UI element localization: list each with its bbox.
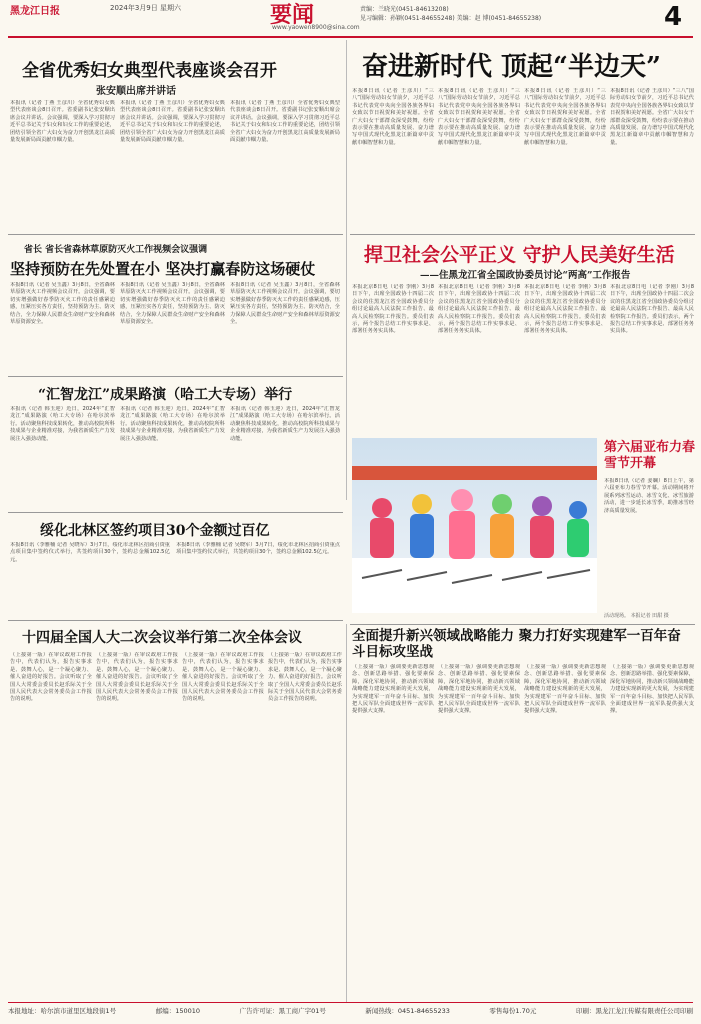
rule-a2 — [350, 234, 695, 235]
a2-body-col1: 本报8日讯（记者 王彦川）“三八”国际劳动妇女节前夕，习近平总书记代表党中央向全国各族各界妇女致以节日祝贺和美好祝愿。全省广大妇女干部群众深受鼓舞，纷纷表示要在推动高质量发展、奋力谱写中国式现代化黑龙江新篇章中贡献巾帼智慧和力量。 — [352, 88, 434, 146]
a6-body-col2: （上接第一版）在审议政府工作报告中，代表们认为，报告实事求是、鼓舞人心，是一个凝心聚力、催人奋进的好报告。会议听取了全国人大常委会委员长赵乐际关于全国人民代表大会常务委员会工作报告的说明。 — [96, 652, 178, 703]
a5-body-col1: 本报8日讯（李雅楠 记者 吴晓军）3月7日，绥化市北林区招商引资重点项目集中签约仪式举行，共签约项目30个，签约总金额102.5亿元。 — [10, 542, 170, 563]
a4-title: “汇智龙江”成果路演（哈工大专场）举行 — [38, 387, 293, 403]
masthead-logo: 黑龙江日报 — [10, 6, 60, 17]
a2-title: 奋进新时代 顶起“半边天” — [362, 52, 661, 82]
a6-body-col4: （上接第一版）在审议政府工作报告中，代表们认为，报告实事求是、鼓舞人心，是一个凝心聚力、催人奋进的好报告。会议听取了全国人大常委会委员长赵乐际关于全国人民代表大会常务委员会工作报告的说明。 — [268, 652, 342, 703]
a5-title: 绥化北林区签约项目30个金额过百亿 — [40, 523, 270, 539]
editor-line-2: 见习编辑：孙颖(0451-84655248) 美编：赵 博(0451-84655238) — [360, 15, 542, 22]
rule-a4 — [8, 512, 343, 513]
a1-body-col2: 本报讯（记者 丁燕 王彦川）全省优秀妇女典型代表座谈会8日召开。省委副书记张安顺出席会议并讲话。会议强调，要深入学习贯彻习近平总书记关于妇女和妇女工作的重要论述，团结引领全省广大妇女为奋力开创黑龙江高质量发展新局面贡献巾帼力量。 — [120, 100, 225, 144]
footer-address: 本报地址：哈尔滨市道里区地段街1号 — [8, 1007, 117, 1015]
rule-col-bottom — [346, 624, 347, 1002]
a1-subtitle: 张安顺出席并讲话 — [96, 86, 176, 97]
a1-title: 全省优秀妇女典型代表座谈会召开 — [22, 61, 277, 81]
a9-title: 全面提升新兴领域战略能力 聚力打好实现建军一百年奋斗目标攻坚战 — [352, 628, 681, 660]
issue-date: 2024年3月9日 星期六 — [110, 4, 181, 12]
page-number: 4 — [664, 2, 683, 32]
a7-body-col4: 本报北京8日电（记者 李刚）3月8日下午，出席全国政协十四届二次会议的住黑龙江省全国政协委员分组讨论最高人民法院工作报告、最高人民检察院工作报告。委员们表示，两个报告总结工作实事求是、部署任务务实具体。 — [610, 284, 694, 335]
a7-title: 捍卫社会公平正义 守护人民美好生活 — [364, 244, 675, 266]
a5-body-col2: 本报8日讯（李雅楠 记者 吴晓军）3月7日，绥化市北林区招商引资重点项目集中签约仪式举行，共签约项目30个，签约总金额102.5亿元。 — [176, 542, 340, 556]
rule-a8 — [350, 624, 695, 625]
a7-body-col3: 本报北京8日电（记者 李刚）3月8日下午，出席全国政协十四届二次会议的住黑龙江省全国政协委员分组讨论最高人民法院工作报告、最高人民检察院工作报告。委员们表示，两个报告总结工作实事求是、部署任务务实具体。 — [524, 284, 606, 335]
a3-kicker: 省长 省长省森林草原防灭火工作视频会议强调 — [24, 245, 208, 255]
a9-body-col1: （上接第一版）强调要更新思想观念、创新思路举措、强化要素保障，深化军地协同，推动新兴领域战略能力建设实现新的更大发展，为实现建军一百年奋斗目标、加快把人民军队全面建成世界一流军队提供强大支撑。 — [352, 664, 434, 715]
footer-ad-license: 广告许可证：黑工商广字01号 — [239, 1007, 326, 1015]
rule-a1 — [8, 234, 343, 235]
a6-body-col3: （上接第一版）在审议政府工作报告中，代表们认为，报告实事求是、鼓舞人心，是一个凝心聚力、催人奋进的好报告。会议听取了全国人大常委会委员长赵乐际关于全国人民代表大会常务委员会工作报告的说明。 — [182, 652, 264, 703]
a6-title: 十四届全国人大二次会议举行第二次全体会议 — [22, 630, 302, 646]
footer-printer: 印刷：黑龙江龙江传媒有限责任公司印刷 — [575, 1007, 693, 1015]
footer-hotline: 新闻热线：0451-84655233 — [365, 1007, 450, 1015]
a4-body-col1: 本报讯（记者 韩玉迎）近日，2024年“汇智龙江”成果路演（哈工大专场）在哈尔滨举行。活动聚焦科技成果转化，推动高校院所科技成果与企业精准对接，为我省新质生产力发展注入强劲动能。 — [10, 406, 115, 442]
a2-body-col4: 本报8日讯（记者 王彦川）“三八”国际劳动妇女节前夕，习近平总书记代表党中央向全国各族各界妇女致以节日祝贺和美好祝愿。全省广大妇女干部群众深受鼓舞，纷纷表示要在推动高质量发展、奋力谱写中国式现代化黑龙江新篇章中贡献巾帼智慧和力量。 — [610, 88, 694, 146]
a9-body-col2: （上接第一版）强调要更新思想观念、创新思路举措、强化要素保障，深化军地协同，推动新兴领域战略能力建设实现新的更大发展，为实现建军一百年奋斗目标、加快把人民军队全面建成世界一流军队提供强大支撑。 — [438, 664, 520, 715]
a8-title: 第六届亚布力春雪节开幕 — [604, 440, 696, 471]
section-title: 要闻 — [270, 2, 315, 28]
a4-body-col2: 本报讯（记者 韩玉迎）近日，2024年“汇智龙江”成果路演（哈工大专场）在哈尔滨举行。活动聚焦科技成果转化，推动高校院所科技成果与企业精准对接，为我省新质生产力发展注入强劲动能。 — [120, 406, 225, 442]
section-email: www.yaowen8900@sina.com — [272, 24, 360, 31]
a1-body-col1: 本报讯（记者 丁燕 王彦川）全省优秀妇女典型代表座谈会8日召开。省委副书记张安顺出席会议并讲话。会议强调，要深入学习贯彻习近平总书记关于妇女和妇女工作的重要论述，团结引领全省广大妇女为奋力开创黑龙江高质量发展新局面贡献巾帼力量。 — [10, 100, 115, 144]
rule-a3 — [8, 376, 343, 377]
a9-body-col4: （上接第一版）强调要更新思想观念、创新思路举措、强化要素保障，深化军地协同，推动新兴领域战略能力建设实现新的更大发展，为实现建军一百年奋斗目标、加快把人民军队全面建成世界一流军队提供强大支撑。 — [610, 664, 694, 715]
a8-caption: 活动现场。 本报记者 田甜 摄 — [604, 613, 669, 619]
snow-scene-image — [352, 438, 597, 613]
editor-credits — [360, 5, 541, 23]
a3-body-col1: 本报8日讯（记者 吴玉鑫）3月8日，全省森林草原防灭火工作视频会议召开。会议强调，要切实增强做好春季防灭火工作的责任感紧迫感，压紧压实各方责任，坚持预防为主、防灭结合，全力保障人民群众生命财产安全和森林草原资源安全。 — [10, 282, 115, 326]
a3-body-col3: 本报8日讯（记者 吴玉鑫）3月8日，全省森林草原防灭火工作视频会议召开。会议强调，要切实增强做好春季防灭火工作的责任感紧迫感，压紧压实各方责任，坚持预防为主、防灭结合，全力保障人民群众生命财产安全和森林草原资源安全。 — [230, 282, 340, 326]
header-rule — [8, 36, 693, 38]
footer-rule — [8, 1002, 693, 1003]
a8-body: 本报8日讯（记者 姜斓）8日上午，第六届亚布力春雪节开幕。活动期间将开展系列冰雪运动、冰雪文化、冰雪旅游活动，进一步延长冰雪季，助推冰雪经济高质量发展。 — [604, 478, 694, 514]
a4-body-col3: 本报讯（记者 韩玉迎）近日，2024年“汇智龙江”成果路演（哈工大专场）在哈尔滨举行。活动聚焦科技成果转化，推动高校院所科技成果与企业精准对接，为我省新质生产力发展注入强劲动能。 — [230, 406, 340, 442]
a3-body-col2: 本报8日讯（记者 吴玉鑫）3月8日，全省森林草原防灭火工作视频会议召开。会议强调，要切实增强做好春季防灭火工作的责任感紧迫感，压紧压实各方责任，坚持预防为主、防灭结合，全力保障人民群众生命财产安全和森林草原资源安全。 — [120, 282, 225, 326]
a3-headline: 坚持预防在先处置在小 坚决打赢春防这场硬仗 — [10, 260, 316, 278]
footer-post: 邮编：150010 — [155, 1007, 201, 1015]
a7-body-col2: 本报北京8日电（记者 李刚）3月8日下午，出席全国政协十四届二次会议的住黑龙江省全国政协委员分组讨论最高人民法院工作报告、最高人民检察院工作报告。委员们表示，两个报告总结工作实事求是、部署任务务实具体。 — [438, 284, 520, 335]
editor-line-1: 责编：兰晓光(0451-84613208) — [360, 6, 449, 13]
a7-subtitle: ——住黑龙江省全国政协委员讨论“两高”工作报告 — [420, 270, 631, 281]
rule-col-main — [346, 40, 347, 500]
ski-festival-photo — [352, 438, 597, 613]
a9-body-col3: （上接第一版）强调要更新思想观念、创新思路举措、强化要素保障，深化军地协同，推动新兴领域战略能力建设实现新的更大发展，为实现建军一百年奋斗目标、加快把人民军队全面建成世界一流军队提供强大支撑。 — [524, 664, 606, 715]
footer — [8, 1006, 693, 1015]
a1-body-col3: 本报讯（记者 丁燕 王彦川）全省优秀妇女典型代表座谈会8日召开。省委副书记张安顺出席会议并讲话。会议强调，要深入学习贯彻习近平总书记关于妇女和妇女工作的重要论述，团结引领全省广大妇女为奋力开创黑龙江高质量发展新局面贡献巾帼力量。 — [230, 100, 340, 144]
a7-body-col1: 本报北京8日电（记者 李刚）3月8日下午，出席全国政协十四届二次会议的住黑龙江省全国政协委员分组讨论最高人民法院工作报告、最高人民检察院工作报告。委员们表示，两个报告总结工作实事求是、部署任务务实具体。 — [352, 284, 434, 335]
footer-price: 零售每份1.70元 — [489, 1007, 537, 1015]
a2-body-col2: 本报8日讯（记者 王彦川）“三八”国际劳动妇女节前夕，习近平总书记代表党中央向全国各族各界妇女致以节日祝贺和美好祝愿。全省广大妇女干部群众深受鼓舞，纷纷表示要在推动高质量发展、奋力谱写中国式现代化黑龙江新篇章中贡献巾帼智慧和力量。 — [438, 88, 520, 146]
a2-body-col3: 本报8日讯（记者 王彦川）“三八”国际劳动妇女节前夕，习近平总书记代表党中央向全国各族各界妇女致以节日祝贺和美好祝愿。全省广大妇女干部群众深受鼓舞，纷纷表示要在推动高质量发展、奋力谱写中国式现代化黑龙江新篇章中贡献巾帼智慧和力量。 — [524, 88, 606, 146]
a6-body-col1: （上接第一版）在审议政府工作报告中，代表们认为，报告实事求是、鼓舞人心，是一个凝心聚力、催人奋进的好报告。会议听取了全国人大常委会委员长赵乐际关于全国人民代表大会常务委员会工作报告的说明。 — [10, 652, 92, 703]
rule-a5 — [8, 620, 343, 621]
